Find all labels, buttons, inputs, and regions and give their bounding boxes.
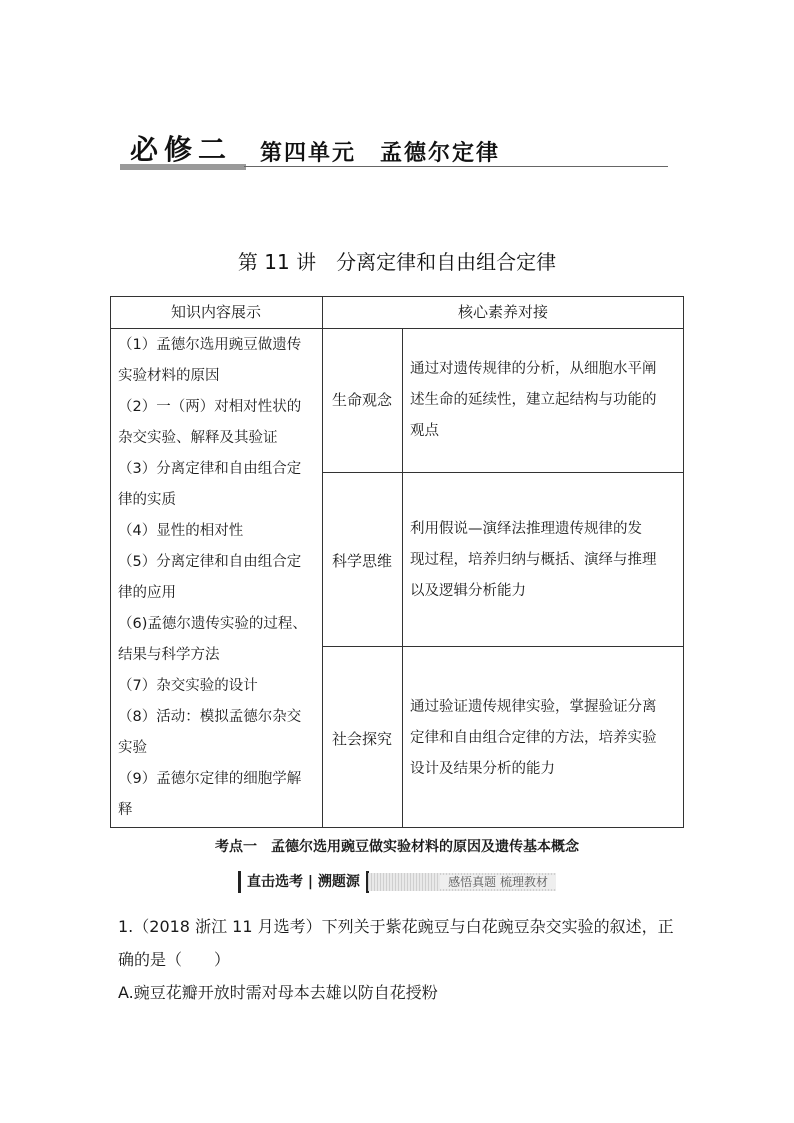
- knowledge-line: （8）活动：模拟孟德尔杂交: [118, 709, 302, 725]
- table-header-rule: [110, 328, 684, 329]
- competency-line: 观点: [410, 423, 439, 439]
- banner-subtitle-box: [368, 873, 556, 891]
- knowledge-line: （9）孟德尔定律的细胞学解: [118, 771, 302, 787]
- competency-line: 定律和自由组合定律的方法，培养实验: [410, 730, 657, 746]
- knowledge-line: 律的应用: [118, 585, 176, 601]
- competency-line: 设计及结果分析的能力: [410, 761, 555, 777]
- competency-line: 述生命的延续性，建立起结构与功能的: [410, 392, 657, 408]
- table-header-competency: 核心素养对接: [457, 303, 548, 321]
- table-divider-label: [402, 328, 403, 828]
- question-stem: 1.（2018 浙江 11 月选考）下列关于紫花豌豆与白花豌豆杂交实验的叙述，正确的是（ ）: [118, 917, 674, 969]
- competency-desc-society: [410, 692, 682, 785]
- section-banner: [238, 871, 556, 893]
- knowledge-line: 实验材料的原因: [118, 368, 220, 384]
- lecture-title: 第 11 讲 分离定律和自由组合定律: [237, 250, 557, 274]
- table-border-right: [683, 296, 684, 828]
- question-option-a: A.豌豆花瓣开放时需对母本去雄以防自花授粉: [118, 983, 438, 1002]
- knowledge-line: （7）杂交实验的设计: [118, 678, 258, 694]
- knowledge-line: （3）分离定律和自由组合定: [118, 461, 302, 477]
- key-point-title: 考点一 孟德尔选用豌豆做实验材料的原因及遗传基本概念: [215, 839, 579, 855]
- competency-label-society: 社会探究: [331, 730, 392, 748]
- unit-title: 第四单元 孟德尔定律: [260, 140, 501, 166]
- competency-label-life: 生命观念: [331, 391, 392, 409]
- knowledge-line: 杂交实验、解释及其验证: [118, 430, 278, 446]
- knowledge-table: [110, 296, 684, 828]
- table-border-bottom: [110, 827, 684, 828]
- knowledge-line: （6)孟德尔遗传实验的过程、: [118, 616, 307, 632]
- knowledge-line: （2）一（两）对相对性状的: [118, 399, 302, 415]
- banner-subtitle: 感悟真题 梳理教材: [440, 875, 556, 889]
- competency-desc-science: [410, 514, 682, 607]
- knowledge-line: （5）分离定律和自由组合定: [118, 554, 302, 570]
- table-border-left: [110, 296, 111, 828]
- competency-desc-life: [410, 354, 682, 447]
- book-title: 必修二: [130, 133, 233, 166]
- competency-line: 利用假说—演绎法推理遗传规律的发: [410, 521, 642, 537]
- banner-label: 直击选考 | 溯题源: [238, 871, 369, 893]
- competency-line: 以及逻辑分析能力: [410, 583, 526, 599]
- competency-line: 通过验证遗传规律实验，掌握验证分离: [410, 699, 657, 715]
- knowledge-content: [118, 330, 322, 826]
- knowledge-line: 实验: [118, 740, 147, 756]
- competency-line: 通过对遗传规律的分析，从细胞水平阐: [410, 361, 657, 377]
- knowledge-line: （4）显性的相对性: [118, 523, 244, 539]
- knowledge-line: 结果与科学方法: [118, 647, 220, 663]
- table-header-knowledge: 知识内容展示: [170, 303, 261, 321]
- knowledge-line: 律的实质: [118, 492, 176, 508]
- table-row-rule-1: [322, 472, 684, 473]
- knowledge-line: （1）孟德尔选用豌豆做遗传: [118, 337, 302, 353]
- knowledge-line: 释: [118, 802, 133, 818]
- unit-header: [120, 128, 668, 172]
- competency-line: 现过程，培养归纳与概括、演绎与推理: [410, 552, 657, 568]
- table-row-rule-2: [322, 646, 684, 647]
- competency-label-science: 科学思维: [331, 552, 392, 570]
